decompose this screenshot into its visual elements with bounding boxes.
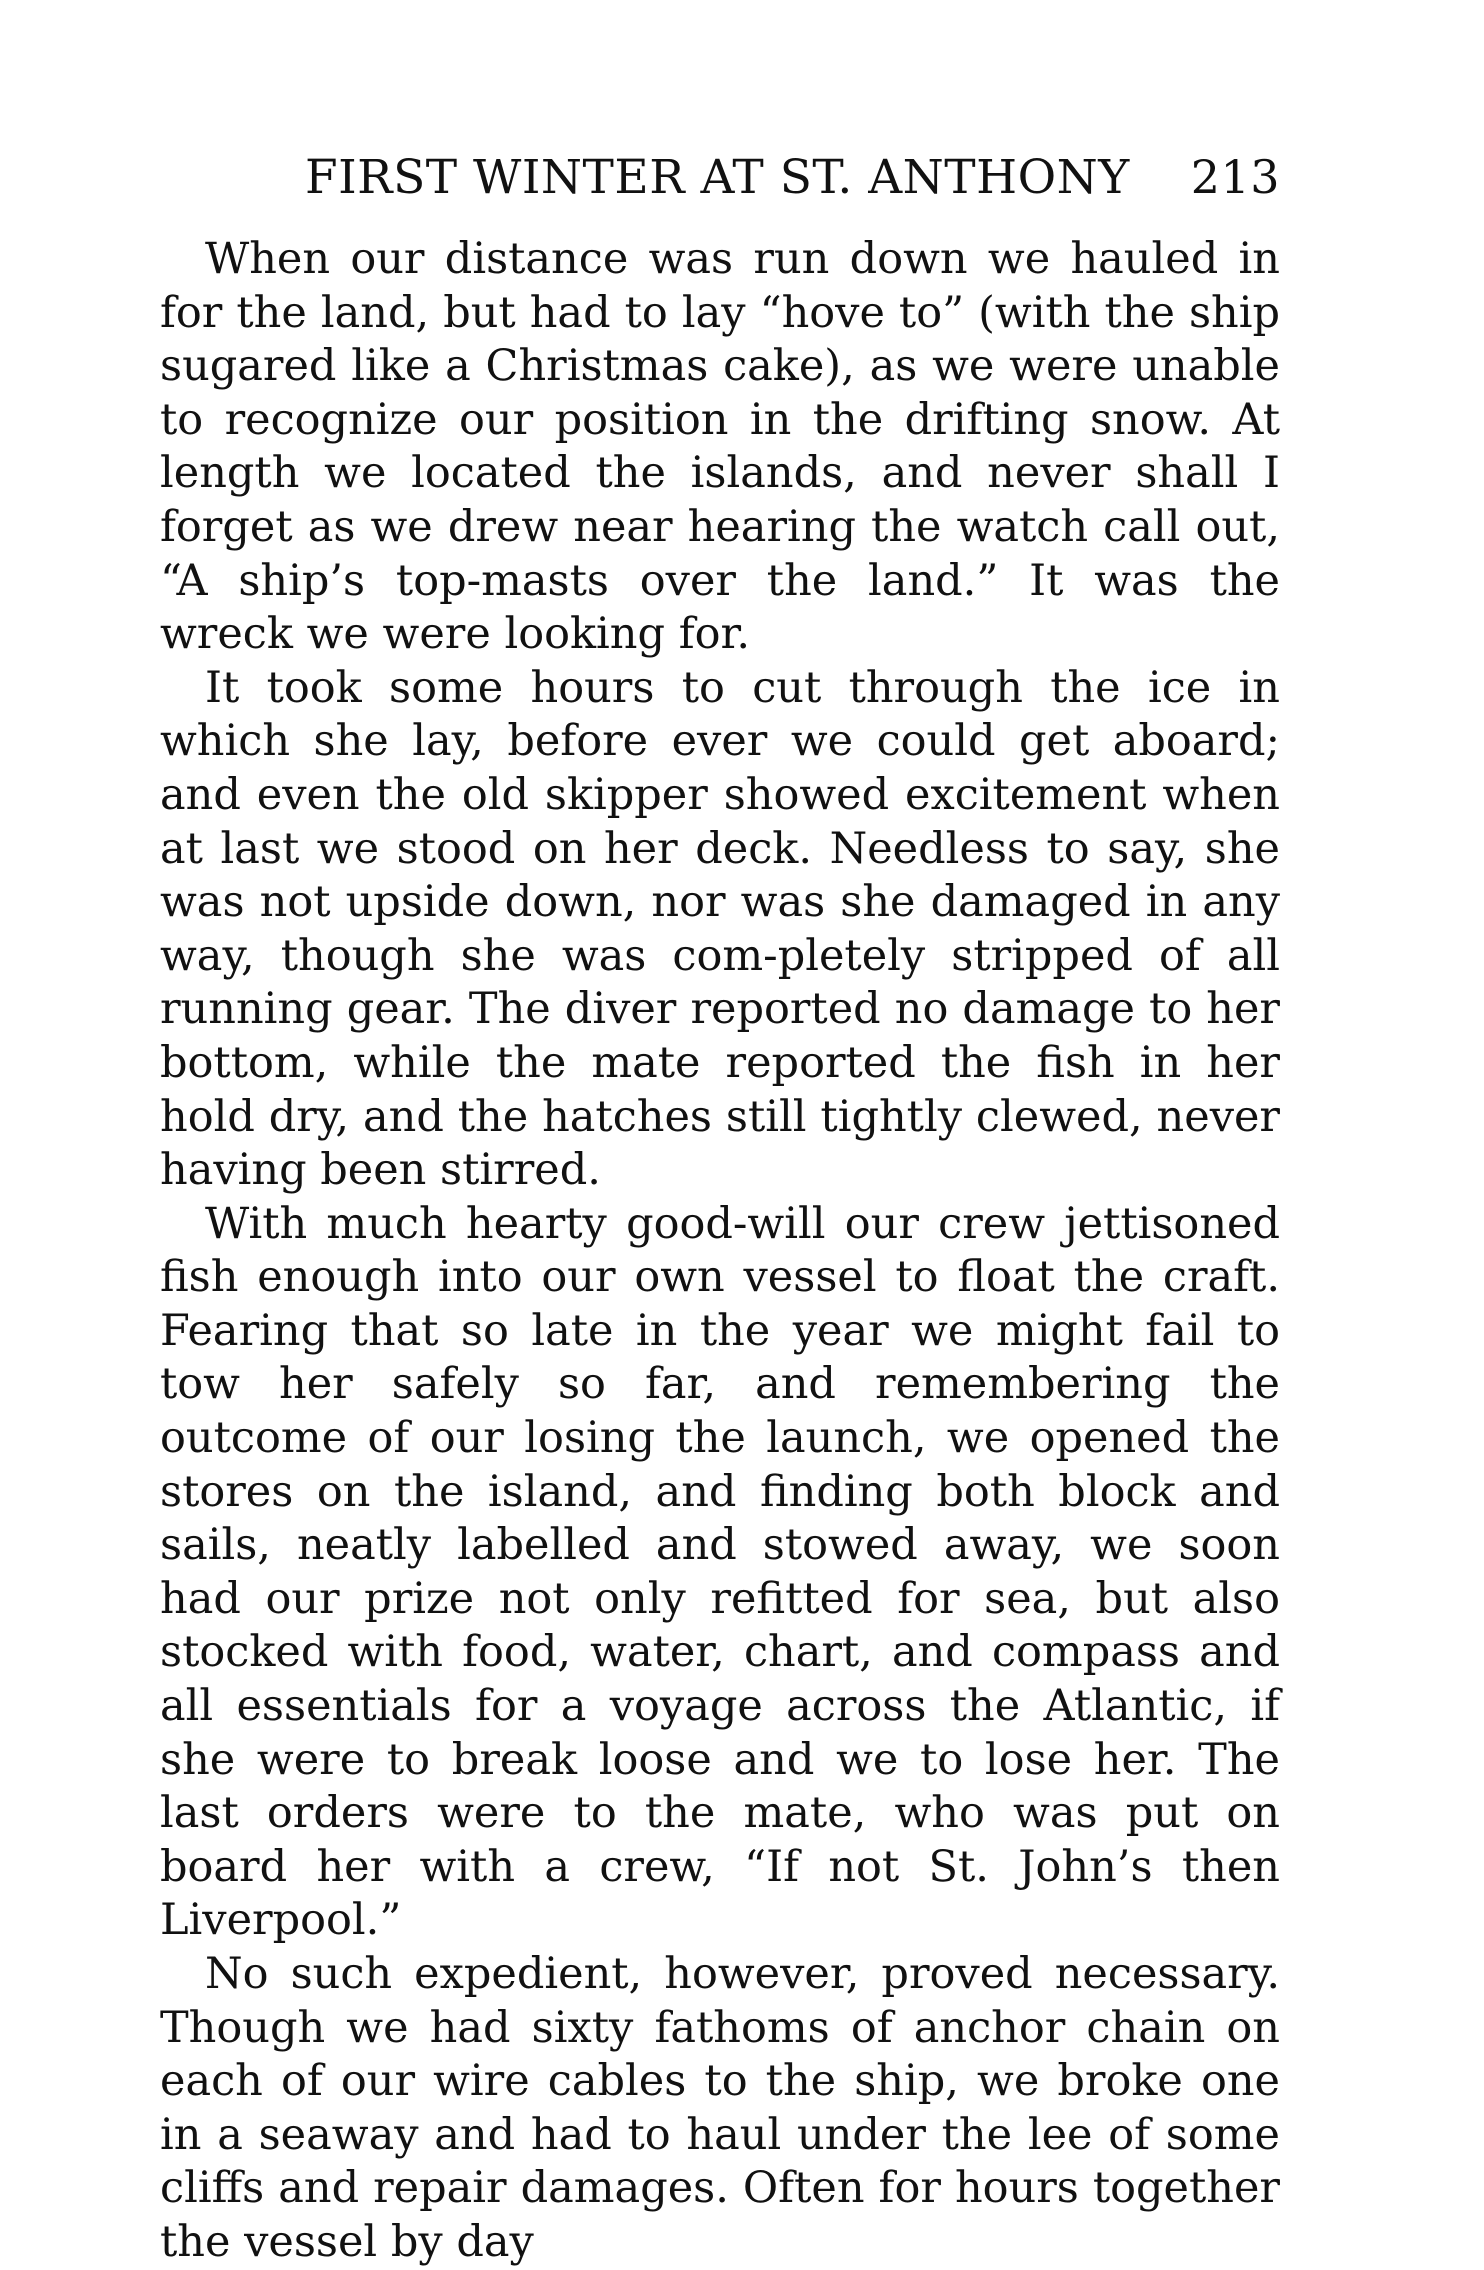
paragraph-1: When our distance was run down we hauled in for the land, but had to lay “hove to” (with the ship sugared like a Christmas cake), as we were unable to recognize our position in the drifting snow. At length we located the islands, and never shall I forget as we drew near hearing the watch call out, “A ship’s top-masts over the land.” It was the wreck we were looking for. [160,234,1280,660]
paragraph-3: With much hearty good-will our crew jettisoned fish enough into our own vessel to float the craft. Fearing that so late in the year we might fail to tow her safely so far, and remembering the outcome of our losing the launch, we opened the stores on the island, and finding both block and sails, neatly labelled and stowed away, we soon had our prize not only refitted for sea, but also stocked with food, water, chart, and compass and all essentials for a voyage across the Atlantic, if she were to break loose and we to lose her. The last orders were to the mate, who was put on board her with a crew, “If not St. John’s then Liverpool.” [160,1198,1280,1946]
page-number: 213 [1190,150,1280,204]
chapter-title: FIRST WINTER AT ST. ANTHONY [305,150,1130,205]
paragraph-4: No such expedient, however, proved necessary. Though we had sixty fathoms of anchor chain on each of our wire cables to the ship, we broke one in a seaway and had to haul under the lee of some cliffs and repair damages. Often for hours together the vessel by day [160,1949,1280,2267]
paragraph-2: It took some hours to cut through the ice in which she lay, before ever we could get aboard; and even the old skipper showed excitement when at last we stood on her deck. Needless to say, she was not upside down, nor was she damaged in any way, though she was com-pletely stripped of all running gear. The diver reported no damage to her bottom, while the mate reported the fish in her hold dry, and the hatches still tightly clewed, never having been stirred. [160,662,1280,1196]
book-page [160,150,1280,2270]
running-head [305,150,1280,205]
